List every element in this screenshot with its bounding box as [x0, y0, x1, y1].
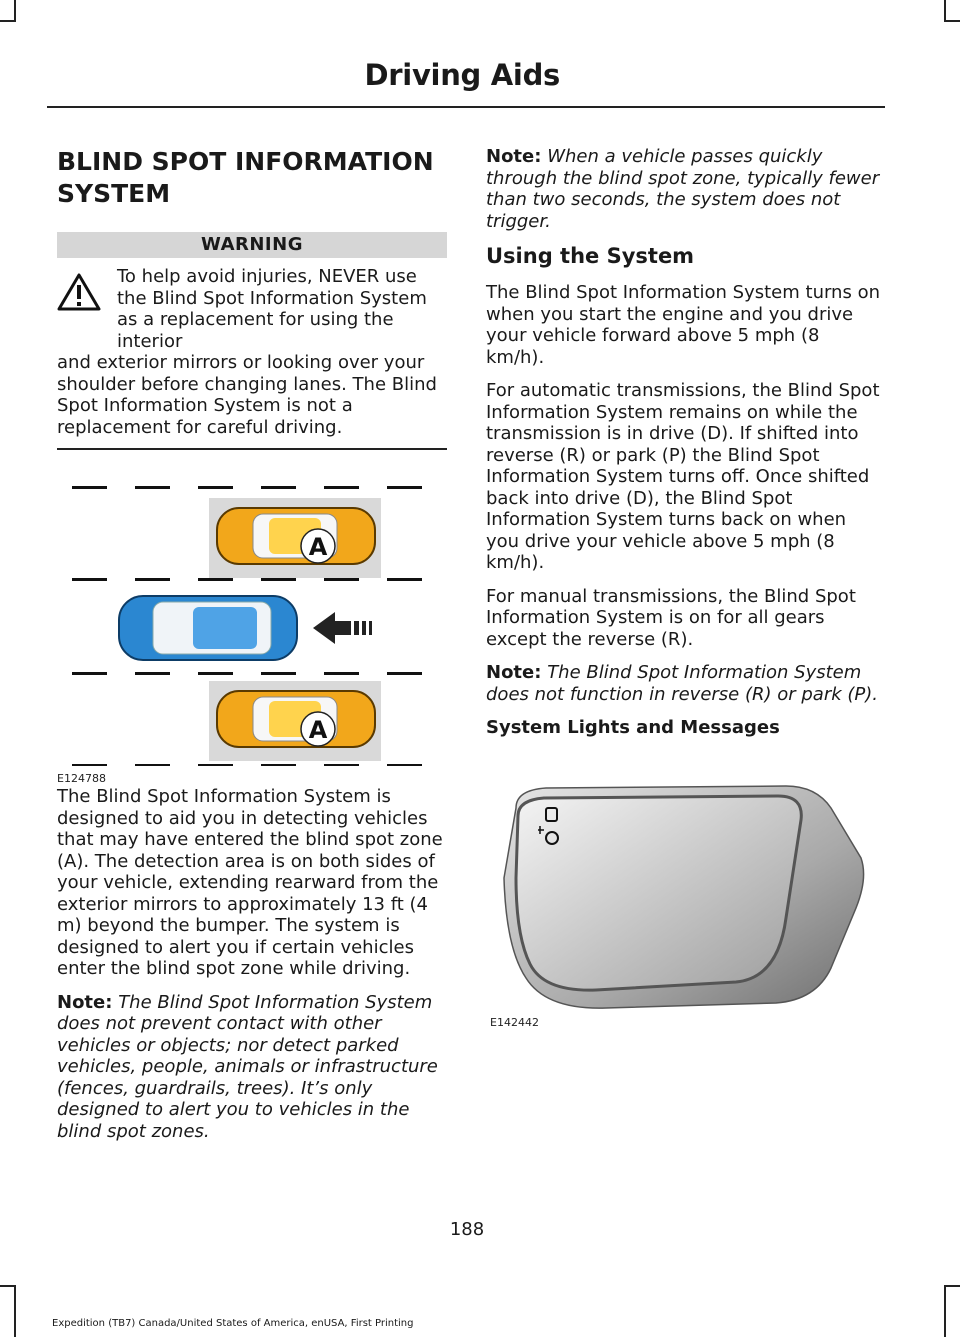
mirror-figure — [486, 750, 881, 1040]
using-system-heading: Using the System — [486, 244, 695, 268]
crop-mark-top-right-h — [944, 20, 960, 22]
warning-text-2: and exterior mirrors or looking over your shoulder before changing lanes. The Blind Spot Information System is not a replacement for careful driving. — [57, 352, 437, 438]
blind-spot-figure — [57, 466, 447, 786]
page-header-title: Driving Aids — [364, 58, 560, 92]
note-1-label: Note: — [57, 991, 113, 1013]
blind-spot-diagram — [57, 466, 447, 766]
note-2-text: When a vehicle passes quickly through the blind spot zone, typically fewer than two seconds, the system does not trigger. — [486, 146, 880, 232]
warning-body — [57, 266, 447, 438]
section-title: BLIND SPOT INFORMATION SYSTEM — [57, 147, 434, 208]
note-1-text: The Blind Spot Information System does not prevent contact with other vehicles or objects; nor detect parked vehicles, people, animals or infrastructure (fences, guardrails, trees). It’s only designed to alert you to vehicles in the blind spot zones. — [57, 991, 438, 1142]
automatic-paragraph: For automatic transmissions, the Blind Spot Information System remains on while the transmission is in drive (D). If shifted into reverse (R) or park (P) the Blind Spot Information System turns off. Once shifted back into drive (D), the Blind Spot Information System turns back on when you drive your vehicle above 5 mph (8 km/h). — [486, 380, 880, 573]
vehicle-host — [119, 596, 297, 660]
note-3-label: Note: — [486, 662, 542, 683]
note-1 — [57, 992, 447, 1143]
vehicle-upper — [217, 508, 375, 564]
vehicle-lower — [217, 691, 375, 747]
warning-triangle-icon — [57, 272, 101, 312]
zone-label-lower: A — [308, 716, 328, 744]
approach-arrow — [313, 612, 372, 644]
crop-mark-top-right-v — [944, 0, 946, 20]
crop-mark-bottom-right-h — [944, 1285, 960, 1287]
zone-label-upper: A — [308, 533, 328, 561]
figure-id: E124788 — [57, 772, 106, 785]
manual-paragraph: For manual transmissions, the Blind Spot Information System is on for all gears except the reverse (R). — [486, 585, 856, 650]
right-column — [486, 146, 881, 1040]
left-column — [57, 146, 447, 1154]
warning-label: WARNING — [57, 232, 447, 258]
crop-mark-bottom-right-v — [944, 1285, 946, 1337]
note-3-text: The Blind Spot Information System does not function in reverse (R) or park (P). — [486, 662, 879, 705]
turn-on-paragraph: The Blind Spot Information System turns on when you start the engine and you drive your vehicle forward above 5 mph (8 km/h). — [486, 282, 880, 368]
crop-mark-bottom-left-h — [0, 1285, 16, 1287]
page-number: 188 — [449, 1219, 485, 1240]
crop-mark-top-left-h — [0, 20, 16, 22]
side-mirror-illustration — [486, 768, 881, 1038]
note-2-label: Note: — [486, 146, 542, 167]
warning-box — [57, 232, 447, 450]
header-rule — [47, 106, 885, 108]
lights-heading: System Lights and Messages — [486, 717, 780, 738]
note-3 — [486, 662, 881, 705]
warning-text-1: To help avoid injuries, NEVER use the Blind Spot Information System as a replacement for using the interior — [117, 266, 427, 352]
warning-rule — [57, 448, 447, 450]
description-paragraph: The Blind Spot Information System is designed to aid you in detecting vehicles that may have entered the blind spot zone (A). The detection area is on both sides of your vehicle, extending rearward from the exterior mirrors to approximately 13 ft (4 m) beyond the bumper. The system is designed to alert you if certain vehicles enter the blind spot zone while driving. — [57, 786, 443, 979]
note-2 — [486, 146, 881, 232]
crop-mark-top-left-v — [14, 0, 16, 20]
footer-text: Expedition (TB7) Canada/United States of America, enUSA, First Printing — [52, 1318, 414, 1329]
mirror-figure-id: E142442 — [490, 1016, 539, 1029]
crop-mark-bottom-left-v — [14, 1285, 16, 1337]
